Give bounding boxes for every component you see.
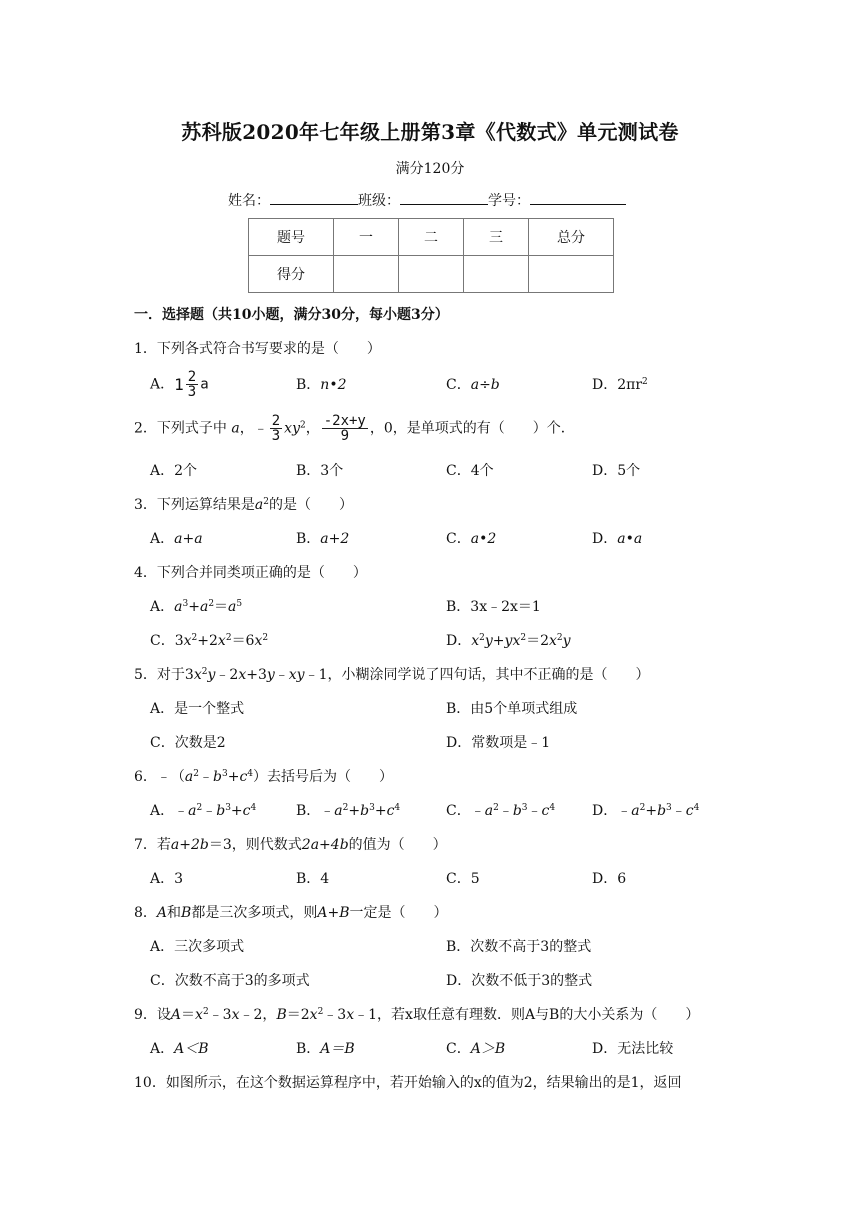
score-cell [529, 256, 614, 293]
denominator: 3 [187, 384, 197, 400]
q5-option-d: D．常数项是﹣1 [446, 735, 551, 751]
score-cell [334, 256, 399, 293]
q8-option-c: C．次数不高于3的多项式 [150, 973, 310, 989]
q6-text: 去括号后为（ ） [267, 769, 394, 785]
question-2-stem: 2．下列式子中 a，﹣ $\frac{2}{3}$ $xy^2$， $\frac{-2x+y}{9}$ ，0，是单项式的有（ ）个． [134, 413, 575, 444]
minus-sign: ﹣ [253, 420, 268, 437]
question-4-stem: 4．下列合并同类项正确的是（ ） [134, 565, 367, 581]
q9-text: 9．设 [134, 1007, 171, 1023]
q2-option-a: A．2个 [150, 463, 198, 479]
q1-option-c [446, 374, 500, 394]
q4-option-b [446, 596, 541, 616]
q9-option-b [296, 1038, 355, 1058]
section-heading: 一．选择题（共10小题，满分30分，每小题3分） [134, 307, 449, 323]
question-7-stem [134, 834, 447, 854]
q4-option-c: C．$3x^2+2x^2=6x^2$ [150, 633, 269, 649]
table-header-cell: 一 [334, 219, 399, 256]
q7-option-a: A．3 [150, 871, 184, 887]
q5-option-c: C．次数是2 [150, 735, 226, 751]
fraction [322, 414, 368, 443]
option-label: C． [446, 803, 471, 819]
option-label: B． [296, 377, 321, 393]
question-6-stem: 6．$﹣(a^2﹣b^3+c^4)$去括号后为（ ） [134, 769, 394, 785]
question-3-stem [134, 494, 353, 514]
q7-text: 的值为（ ） [348, 837, 447, 853]
option-expr: 3x﹣2x＝1 [470, 599, 541, 615]
q6-option-a: A．$﹣a^2﹣b^3+c^4$ [150, 803, 257, 819]
page-subtitle: 满分120分 [395, 161, 465, 177]
q3-text: 3．下列运算结果是 [134, 497, 255, 513]
q7-option-d: D．6 [592, 871, 627, 887]
q1-option-b [296, 374, 346, 394]
option-expr: a+a [174, 531, 203, 547]
option-label: A． [150, 531, 175, 547]
q3-option-a [150, 528, 203, 548]
option-label: A． [150, 1041, 175, 1057]
table-row-label: 得分 [249, 256, 334, 293]
option-label: C． [446, 531, 471, 547]
variable: a [200, 376, 209, 393]
option-label: B． [296, 1041, 321, 1057]
option-expr: a•a [617, 531, 643, 547]
q7-condition: a+2b [170, 837, 209, 853]
q2-text: 2．下列式子中 [134, 420, 227, 437]
fraction [270, 414, 282, 443]
page-title: 苏科版2020年七年级上册第3章《代数式》单元测试卷 [181, 120, 679, 144]
q3-option-b [296, 528, 349, 548]
denominator: 9 [340, 428, 350, 444]
q4-option-a: A．$a^3+a^2=a^5$ [150, 599, 243, 615]
q5-text: 5．对于3 [134, 667, 194, 683]
q7-text: ＝3，则代数式 [208, 837, 302, 853]
option-expr: a•2 [470, 531, 497, 547]
table-header-cell: 二 [399, 219, 464, 256]
option-label: D． [446, 633, 472, 649]
variable: a [254, 497, 264, 513]
option-label: B． [296, 803, 321, 819]
option-expr: A＜B [174, 1041, 209, 1057]
question-5-stem: 5．对于$3x^2y﹣2x+3y﹣xy﹣1$，小糊涂同学说了四句话，其中不正确的是（ ） [134, 667, 650, 683]
class-blank [400, 190, 488, 205]
q7-option-b: B．4 [296, 871, 330, 887]
name-blank [270, 190, 358, 205]
option-expr: A＞B [470, 1041, 506, 1057]
class-label: 班级： [358, 193, 400, 209]
q7-expression: 2a+4b [301, 837, 349, 853]
q9-option-d: D．无法比较 [592, 1041, 674, 1057]
q8-text: 一定是（ ） [349, 905, 448, 921]
option-label: C． [446, 377, 471, 393]
q2-option-b: B．3个 [296, 463, 344, 479]
numerator: -2x+y [323, 413, 366, 429]
q1-option-d [592, 374, 648, 394]
fraction [186, 370, 198, 399]
mixed-number-int: 1 [174, 375, 184, 394]
table-header-cell: 题号 [249, 219, 334, 256]
q7-option-c: C．5 [446, 871, 480, 887]
q2-option-c: C．4个 [446, 463, 494, 479]
q6-option-d: D．$﹣a^2+b^3﹣c^4$ [592, 803, 700, 819]
option-label: D． [592, 377, 618, 393]
name-label: 姓名： [228, 193, 270, 209]
option-label: D． [592, 531, 618, 547]
q1-option-a [150, 370, 209, 399]
q5-text: ，小糊涂同学说了四句话，其中不正确的是（ ） [327, 667, 650, 683]
question-1-stem: 1．下列各式符合书写要求的是（ ） [134, 341, 381, 357]
exponent: 2 [263, 497, 270, 507]
q6-option-b: B．$﹣a^2+b^3+c^4$ [296, 803, 401, 819]
question-9-stem: 9．设$A=x^2﹣3x﹣2$，$B=2x^2﹣3x﹣1$，若x取任意有理数．则A与B的大小关系为（ ） [134, 1007, 700, 1023]
q6-option-c: C．$﹣a^2﹣b^3﹣c^4$ [446, 803, 556, 819]
option-label: C． [446, 1041, 471, 1057]
numerator: 2 [271, 413, 281, 429]
q8-option-a: A．三次多项式 [150, 939, 245, 955]
score-table [248, 218, 614, 293]
score-table-header-row [249, 219, 614, 256]
option-expr: A＝B [320, 1041, 355, 1057]
q9-text: ，若x取任意有理数．则A与B的大小关系为（ ） [377, 1007, 700, 1023]
score-table-row [249, 256, 614, 293]
q2-text: ，0，是单项式的有（ ）个． [369, 420, 575, 437]
table-header-cell: 三 [464, 219, 529, 256]
q8-option-b: B．次数不高于3的整式 [446, 939, 592, 955]
q3-text: 的是（ ） [269, 497, 354, 513]
denominator: 3 [271, 428, 281, 444]
option-label: D． [592, 803, 618, 819]
q7-text: 7．若 [134, 837, 171, 853]
score-cell [464, 256, 529, 293]
q5-option-b: B．由5个单项式组成 [446, 701, 578, 717]
option-expr: a÷b [470, 377, 500, 393]
option-label: A． [150, 376, 175, 393]
option-label: A． [150, 803, 175, 819]
numerator: 2 [187, 369, 197, 385]
q3-option-c [446, 528, 496, 548]
option-label: B． [446, 599, 471, 615]
option-expr: a+2 [320, 531, 350, 547]
option-label: A． [150, 599, 175, 615]
q3-option-d [592, 528, 642, 548]
variable: xy [284, 420, 300, 437]
exponent: 2 [642, 377, 648, 387]
table-header-cell: 总分 [529, 219, 614, 256]
q9-option-c [446, 1038, 505, 1058]
exponent: 2 [299, 420, 306, 431]
q4-option-d: D．$x^2y+yx^2=2x^2y$ [446, 633, 571, 649]
option-expr: 2πr [617, 377, 643, 393]
option-label: B． [296, 531, 321, 547]
q5-option-a: A．是一个整式 [150, 701, 245, 717]
q8-option-d: D．次数不低于3的整式 [446, 973, 593, 989]
q2-option-d: D．5个 [592, 463, 641, 479]
id-blank [530, 190, 626, 205]
q8-text: 都是三次多项式，则 [191, 905, 318, 921]
question-8-stem: 8．A和B都是三次多项式，则A+B一定是（ ） [134, 905, 448, 921]
question-10-stem: 10．如图所示，在这个数据运算程序中，若开始输入的x的值为2，结果输出的是1，返回 [134, 1075, 682, 1091]
option-expr: n•2 [320, 377, 347, 393]
score-cell [399, 256, 464, 293]
student-info-line [228, 190, 626, 210]
option-label: C． [150, 633, 175, 649]
variable: a [231, 420, 240, 437]
q9-option-a [150, 1038, 209, 1058]
id-label: 学号： [488, 193, 530, 209]
